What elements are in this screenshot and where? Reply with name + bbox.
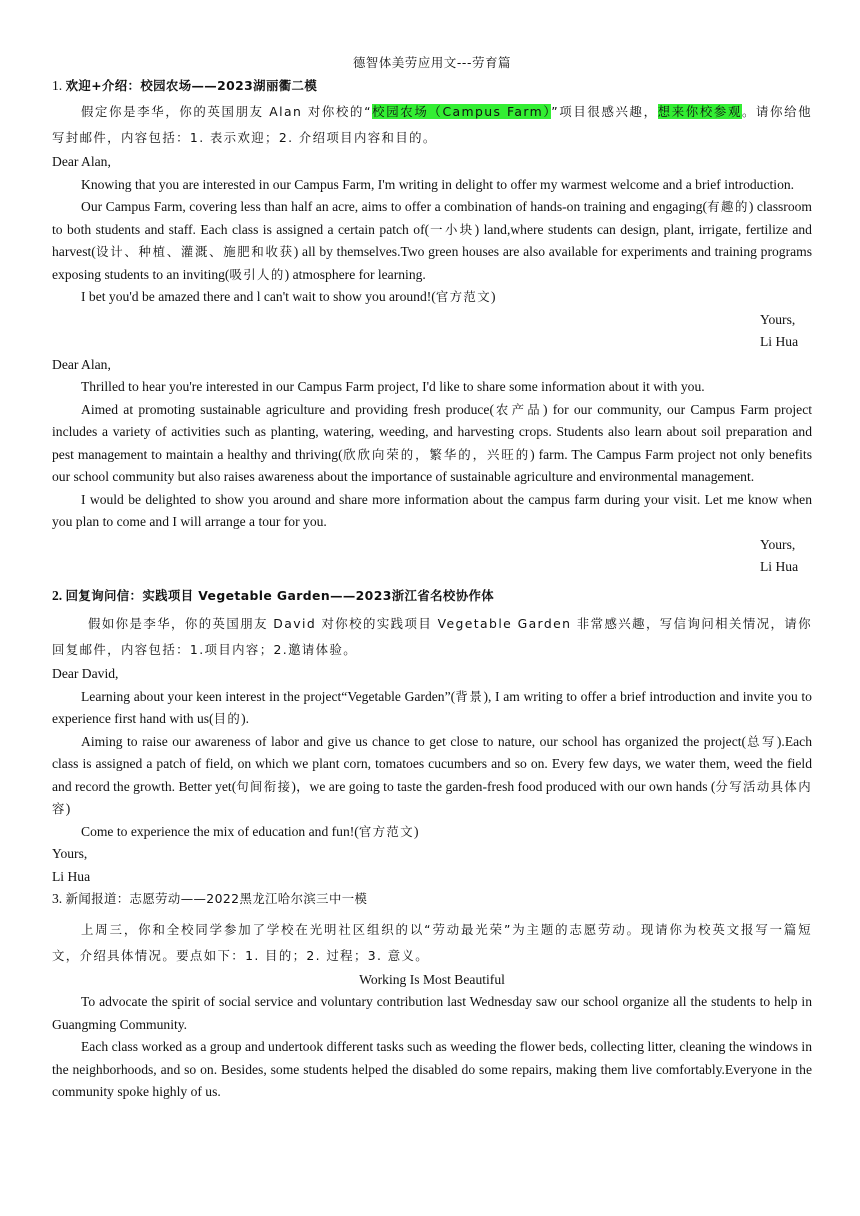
section-2-task: 假如你是李华，你的英国朋友 David 对你校的实践项目 Vegetable Garden 非常感兴趣，写信询问相关情况，请你回复邮件，内容包括：1.项目内容；2.邀请体验。 — [52, 616, 812, 657]
section-1-task: 假定你是李华，你的英国朋友 Alan 对你校的“校园农场（Campus Farm）”项目很感兴趣，想来你校参观。请你给他写封邮件，内容包括：1. 表示欢迎；2. 介绍项目内容和目的。 — [52, 104, 813, 145]
highlight-visit: 想来你校参观 — [657, 104, 742, 119]
letter-1-greeting: Dear Alan, — [52, 154, 111, 169]
letter-1-paragraph-2: Our Campus Farm, covering less than half an acre, aims to offer a combination of hands-on training and engaging(有趣的) classroom to both students and staff. Each class is assigned a certain patch of(一小块) land,where students can design, plant, irrigate, fertilize and harvest(设计、种植、灌溉、施肥和收获) all by themselves.Two green houses are also available for experiments and training programs exposing students to an inviting(吸引人的) atmosphere for learning. — [52, 199, 812, 282]
section-1-number: 1. — [52, 77, 63, 93]
article-title: Working Is Most Beautiful — [359, 971, 505, 987]
section-3-number: 3. — [52, 891, 63, 906]
section-1-title: 欢迎+介绍：校园农场——2023湖丽衢二模 — [65, 77, 318, 93]
letter-2-signature: Li Hua — [760, 559, 799, 574]
letter-1-paragraph-3: I bet you'd be amazed there and l can't wait to show you around!(官方范文) — [81, 289, 496, 304]
letter-1-closing: Yours, — [760, 311, 796, 327]
letter-1-paragraph-1: Knowing that you are interested in our Campus Farm, I'm writing in delight to offer my warmest welcome and a brief introduction. — [81, 176, 795, 192]
letter-3-paragraph-1: Learning about your keen interest in the project“Vegetable Garden”(背景), I am writing to offer a brief introduction and invite you to experience first hand with us(目的). — [52, 688, 812, 726]
article-paragraph-1: To advocate the spirit of social service and voluntary contribution last Wednesday saw our school organize all the students to help in Guangming Community. — [52, 994, 812, 1032]
letter-3-closing: Yours, — [52, 846, 88, 861]
letter-3-signature: Li Hua — [52, 868, 91, 884]
letter-3-paragraph-2: Aiming to raise our awareness of labor and give us chance to get close to nature, our school has organized the project(总写).Each class is assigned a patch of field, on which we plant corn, tomatoes cucumbers and so on. Every few days, we water them, weed the field and record the growth. Better yet(句间衔接)，we are going to taste the garden-fresh food produced with our own hands (分写活动具体内容) — [52, 733, 812, 816]
letter-2-paragraph-1: Thrilled to hear you're interested in our Campus Farm project, I'd like to share some information about it with you. — [81, 379, 705, 394]
section-1-heading — [52, 75, 812, 98]
document-page — [52, 52, 812, 1104]
letter-1-signature: Li Hua — [760, 334, 799, 349]
letter-2-closing: Yours, — [760, 536, 796, 552]
section-3-heading — [52, 888, 812, 911]
section-3-task: 上周三，你和全校同学参加了学校在光明社区组织的以“劳动最光荣”为主题的志愿劳动。现请你为校英文报写一篇短文，介绍具体情况。要点如下：1. 目的；2. 过程；3. 意义。 — [52, 921, 812, 963]
letter-2-greeting: Dear Alan, — [52, 356, 111, 372]
letter-2-paragraph-3: I would be delighted to show you around and share more information about the campus farm during your visit. Let me know when you plan to come and I will arrange a tour for you. — [52, 491, 812, 529]
section-2-heading — [52, 585, 812, 608]
letter-3-paragraph-3: Come to experience the mix of education and fun!(官方范文) — [81, 823, 419, 839]
article-paragraph-2: Each class worked as a group and undertook different tasks such as weeding the flower beds, collecting litter, cleaning the windows in the neighborhoods, and so on. Besides, some students helped the disabled do some repairs, making them live comfortably.Everyone in the community spoke highly of us. — [52, 1039, 812, 1099]
letter-2-paragraph-2: Aimed at promoting sustainable agriculture and providing fresh produce(农产品) for our community, our Campus Farm project includes a variety of activities such as planting, watering, weeding, and harvesting crops. Students also learn about soil preparation and pest management to maintain a healthy and thriving(欣欣向荣的，繁华的，兴旺的) farm. The Campus Farm project not only benefits our school community but also raises awareness about the importance of sustainable agriculture and environmental management. — [52, 401, 812, 484]
highlight-campus-farm: 校园农场（Campus Farm） — [371, 104, 552, 119]
section-3-title: 新闻报道：志愿劳动——2022黑龙江哈尔滨三中一模 — [65, 891, 368, 906]
section-2-number: 2. — [52, 587, 63, 603]
letter-3-greeting: Dear David, — [52, 666, 119, 681]
section-2-title: 回复询问信：实践项目 Vegetable Garden——2023浙江省名校协作体 — [65, 587, 495, 603]
page-title: 德智体美劳应用文---劳育篇 — [352, 55, 512, 70]
